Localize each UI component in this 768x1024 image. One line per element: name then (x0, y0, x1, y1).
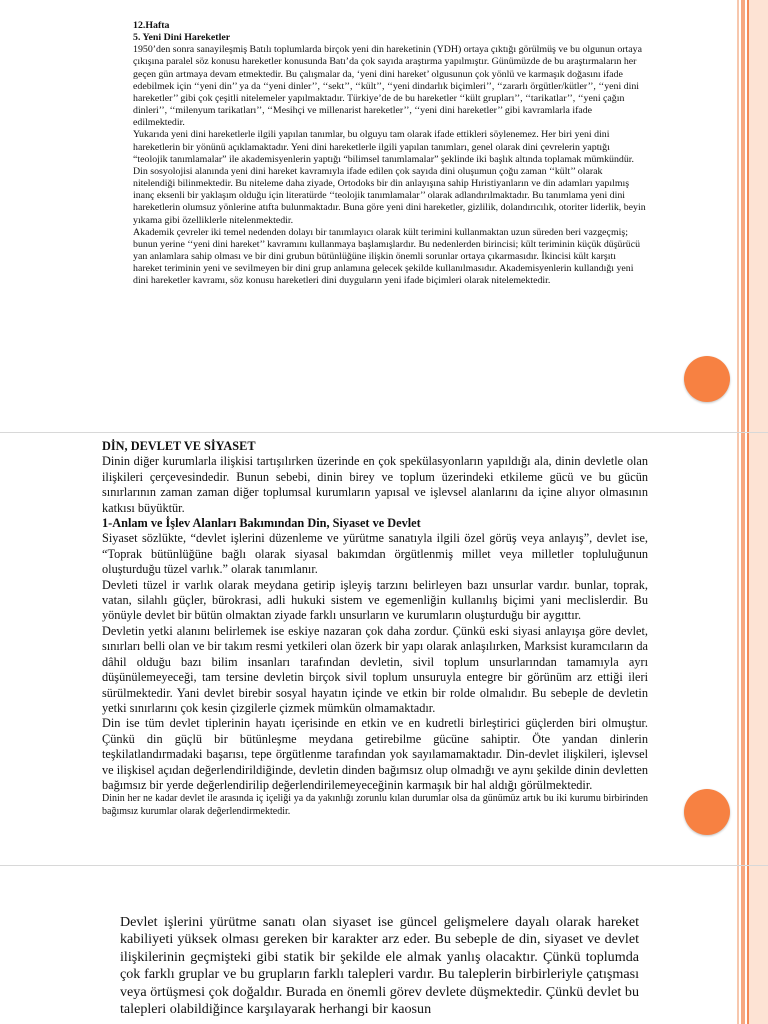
slide-2-text (102, 439, 648, 819)
slide-title: DİN, DEVLET VE SİYASET (102, 439, 256, 453)
paragraph: Dinin her ne kadar devlet ile arasında iç içeliği ya da yakınlığı zorunlu kılan durumlar olsa da günümüz artık bu iki kurumu birbirinden bağımsız kurumlar olarak değerlendirmektedir. (102, 793, 648, 818)
subheading: 1-Anlam ve İşlev Alanları Bakımından Din, Siyaset ve Devlet (102, 516, 421, 531)
intro-paragraph: Dinin diğer kurumlarla ilişkisi tartışılırken üzerinde en çok spekülasyonların yapıldığı ala, dinin devletle olan ilişkileri çerçevesindedir. Bunun sebebi, dinin birey ve toplum üzerindeki etkileme gücü ve bu gücün sınırlarının zaman zaman diğer toplumsal kurumların yapısal ve işlevsel alanlarını da içine alıyor olmasının katkısı büyüktür. (102, 454, 648, 515)
paragraph: Yukarıda yeni dini hareketlerle ilgili yapılan tanımlar, bu olguyu tam olarak ifade ettikleri söylenemez. Her biri yeni dini hareketlerin bir yönünü açıklamaktadır. Yeni dini hareketlerle ilgili yapılan tanımları, genel olarak dini çevrelerin yaptığı “teolojik tanımlamalar” ile akademisyenlerin yaptığı “bilimsel tanımlamalar” şeklinde iki başlık altında toplamak mümkündür. (133, 129, 635, 165)
slide-3 (0, 866, 768, 1024)
paragraph: Din sosyolojisi alanında yeni dini hareket kavramıyla ifade edilen çok sayıda dini oluşumun çoğu zaman ‘‘kült’’ olarak nitelendiği bilinmektedir. Bu niteleme daha ziyade, Ortodoks bir din anlayışına sahip Hıristiyanların ve din adamları yapılmış inanç eksenli bir yaklaşım olduğu için literatürde ‘‘teolojik tanımlamalar’’ olarak adlandırılmaktadır. Bu tanımlama yeni dini hareketlerin olumsuz yönlerine atıfta bulunmaktadır. Buna göre yeni dini hareketler, gizlilik, dolandırıcılık, otoriter liderlik, beyin yıkama gibi özelliklerle nitelenmektedir. (133, 165, 646, 226)
slide-1 (0, 0, 768, 432)
slide-2 (0, 433, 768, 865)
paragraph: Devleti tüzel ir varlık olarak meydana getirip işleyiş tarzını belirleyen bazı unsurlar vardır. bunlar, toprak, vatan, silahlı güçler, bürokrasi, adli hukuki sistem ve egemenliğin kullanılış biçimi yani meclislerdir. Bu yönüyle devlet bir bütün olmaktan ziyade farklı unsurların ve kurumların oluşturduğu bir aygıttır. (102, 577, 648, 623)
paragraph: 1950’den sonra sanayileşmiş Batılı toplumlarda birçok yeni din hareketinin (YDH) ortaya çıktığı görülmüş ve bu olgunun ortaya çıkışına paralel söz konusu hareketler konusunda Batı’da çok sayıda araştırma yapılmıştır. Günümüzde de bu araştırmaların her geçen gün artmaya devam etmektedir. Bu çalışmalar da, ‘yeni dini hareket’ olgusunun çok yönlü ve karmaşık doğasını ifade edebilmek için ‘‘yeni din’’ ya da ‘‘yeni dinler’’, ‘‘sekt’’, ‘‘kült’’, ‘‘yeni dindarlık biçimleri’’, ‘‘zararlı örgütler/kütler’’, ‘‘yeni dini hareketler’’ gibi çok çeşitli nitelemeler yapılmaktadır. Türkiye’de de bu hareketler ‘‘kült grupları’’, ‘‘tarikatlar’’, ‘‘yeni çağın dinleri’’, ‘‘milenyum tarikatları’’, ‘‘Mesihçi ve millenarist hareketler’’, ‘‘yeni dini hareketler’’ gibi kavramlarla ifade edilmektedir. (133, 44, 642, 129)
nav-circle-button[interactable] (684, 356, 730, 402)
nav-circle-button[interactable] (684, 789, 730, 835)
decorative-stripes (738, 866, 768, 1024)
paragraph: Devletin yetki alanını belirlemek ise eskiye nazaran çok daha zordur. Çünkü eski siyasi anlayışa göre devlet, sınırları belli olan ve bir takım resmi yetkileri olan özerk bir yapı olarak anlaşılırken, Marksist kuramcıların da dâhil olduğu bazı bilim insanları tarafından devletin, sivil toplum unsurlarından tamamıyla ayrı düşünülemeyeceği, tam tersine devletin birçok sivil toplum unsuruyla entegre bir görünüm arz ettiği ileri sürülmektedir. Yani devlet birebir sosyal hayatın içinde ve etkin bir rolde olmalıdır. Bu sebeple de devletin yetki sınırlarını çok kesin çizgilerle çizmek mümkün olmamaktadır. (102, 623, 648, 715)
decorative-stripes (738, 0, 768, 432)
section-heading: 5. Yeni Dini Hareketler (133, 32, 231, 44)
paragraph: Siyaset sözlükte, “devlet işlerini düzenleme ve yürütme sanatıyla ilgili özel görüş veya anlayış”, devlet ise, “Toprak bütünlüğüne bağlı olarak siyasal bakımdan örgütlenmiş millet veya milletler topluluğunun oluşturduğu tüzel varlık.” olarak tanımlanır. (102, 531, 648, 577)
slide-3-text (120, 914, 639, 1018)
paragraph: Din ise tüm devlet tiplerinin hayatı içerisinde en etkin ve en kudretli birleştirici güçlerden biri olmuştur. Çünkü din güçlü bir bütünleşme meydana getirebilme gücüne sahiptir. Öte yandan dinlerin teşkilatlandırmadaki başarısı, tepe örgütlenme tarafından yok sayılamamaktadır. Din-devlet ilişkileri, işlevsel ve ilişkisel açıdan değerlendirildiğinde, devletin dinden bağımsız olup olmadığı ve aynı şekilde dinin devletten bağımsız bir yerde değerlendirilip değerlendirilemeyeceğinin karmaşık bir hal aldığı görülmektedir. (102, 716, 648, 792)
paragraph: Devlet işlerini yürütme sanatı olan siyaset ise güncel gelişmelere dayalı olarak hareket kabiliyeti yüksek olması gereken bir karakter arz eder. Bu sebeple de din, siyaset ve devlet ilişkilerinin geçmişteki gibi statik bir şekilde ele almak yanlış olacaktır. Çünkü toplumda çok farklı gruplar ve bu grupların farklı talepleri vardır. Bu taleplerin birbirleriyle çatışması veya örtüşmesi çok doğaldır. Burada en önemli görev devlete düşmektedir. Çünkü devlet bu talepleri olabildiğince karşılayarak herhangi bir kaosun (120, 914, 639, 1018)
week-label: 12.Hafta (133, 20, 170, 31)
slide-1-text (133, 20, 646, 287)
paragraph: Akademik çevreler iki temel nedenden dolayı bir tanımlayıcı olarak kült terimini kullanmaktan uzun süreden beri vazgeçmiş; bunun yerine ‘‘yeni dini hareket’’ kavramını kullanmaya başlamışlardır. Bu nedenlerden birincisi; kült teriminin küçük düşürücü yan anlamlara sahip olması ve bir dini grubun bütünlüğüne ilişkin önemli sorunlar ortaya çıkarmasıdır. İkincisi kült karşıtı hareket teriminin yeni ve sevilmeyen bir dini grup anlamına gelecek şekilde kullanılmasıdır. Akademisyenlerin kullandığı yeni dini hareketler kavramı, söz konusu hareketleri dini duyguların yeni ifade biçimleri olarak nitelemektedir. (133, 226, 641, 287)
decorative-stripes (738, 433, 768, 865)
